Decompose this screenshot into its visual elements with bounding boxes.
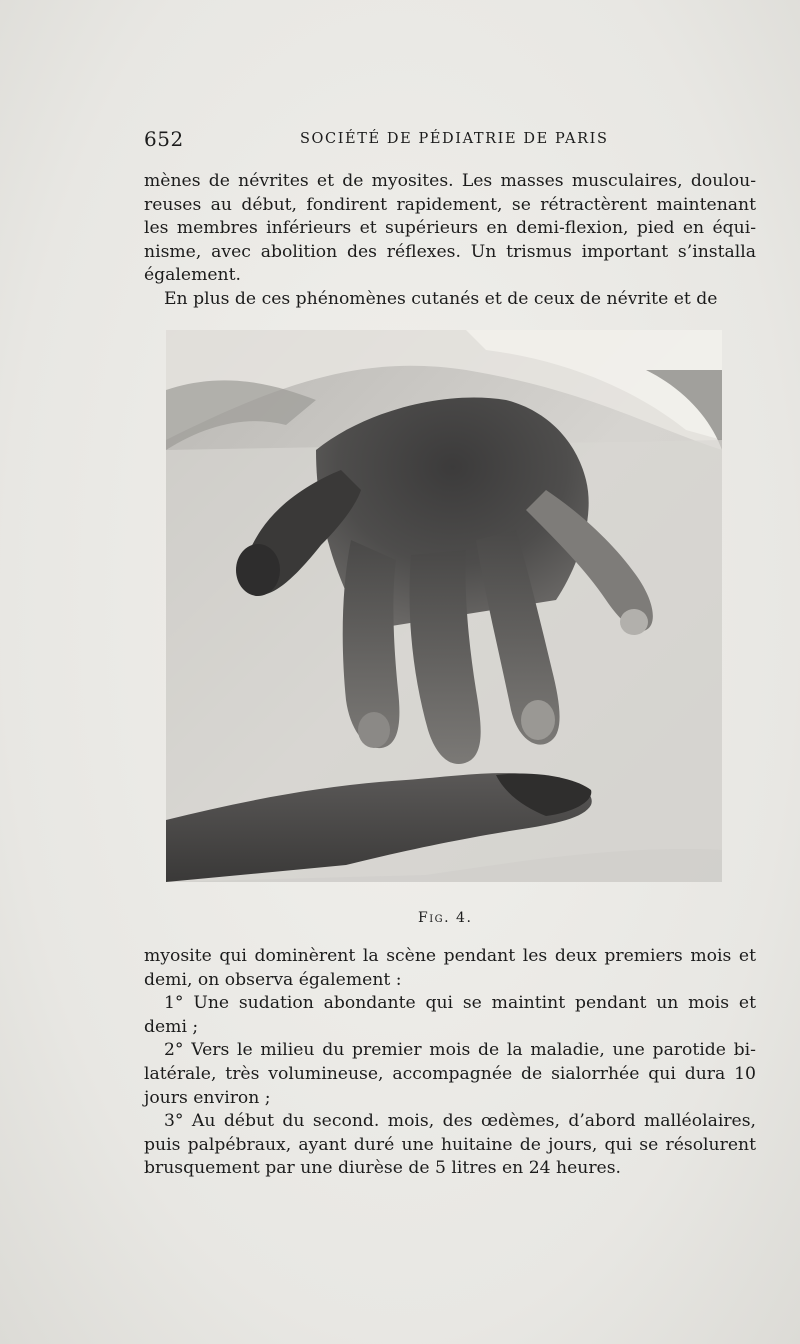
running-title: SOCIÉTÉ DE PÉDIATRIE DE PARIS <box>300 131 609 147</box>
figure-caption: Fig. 4. <box>418 910 473 926</box>
list-item: 1° Une sudation abondante qui se maintint pendant un mois et demi ; <box>144 993 756 1037</box>
body-text-bottom <box>144 945 756 1181</box>
body-text-top <box>144 170 756 312</box>
page-number: 652 <box>144 127 184 151</box>
paragraph: En plus de ces phénomènes cutanés et de ceux de névrite et de <box>164 288 718 309</box>
list-item: 2° Vers le milieu du premier mois de la maladie, une parotide bi-latérale, très volumineuse, accompagnée de sialorrhée qui dura 10 jours environ ; <box>144 1040 756 1108</box>
page-header <box>144 127 756 157</box>
hand-photograph-illustration <box>166 330 722 882</box>
list-item: 3° Au début du second. mois, des œdèmes, d’abord malléolaires, puis palpébraux, ayant duré une huitaine de jours, qui se résolurent brusquement par une diurèse de 5 litres en 24 heures. <box>144 1111 756 1179</box>
paragraph: mènes de névrites et de myosites. Les masses musculaires, doulou-reuses au début, fondirent rapidement, se rétractèrent maintenant les membres inférieurs et supérieurs en demi-flexion, pied en équi-nisme, avec abolition des réflexes. Un trismus important s’installa également. <box>144 171 756 286</box>
paragraph: myosite qui dominèrent la scène pendant les deux premiers mois et demi, on observa également : <box>144 946 756 990</box>
figure-photograph <box>166 330 722 882</box>
